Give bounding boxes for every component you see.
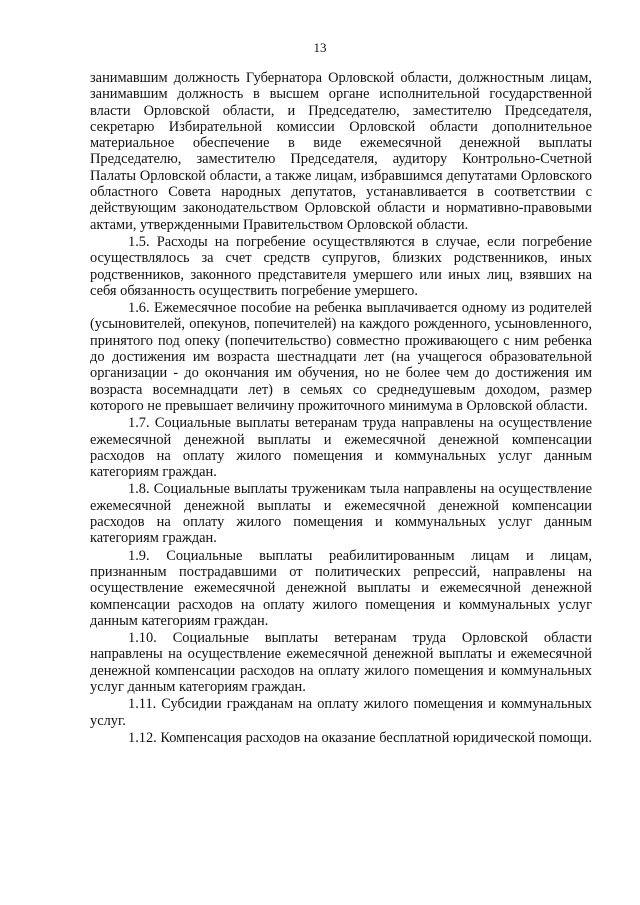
paragraph-1-9: 1.9. Социальные выплаты реабилитированным лицам и лицам, признанным пострадавшими от политических репрессий, направлены на осуществление ежемесячной денежной выплаты и ежемесячной денежной компенсации расходов на оплату жилого помещения и коммунальных услуг данным категориям граждан. xyxy=(90,547,592,629)
paragraph-1-12: 1.12. Компенсация расходов на оказание бесплатной юридической помощи. xyxy=(128,729,593,746)
paragraph-1-6: 1.6. Ежемесячное пособие на ребенка выплачивается одному из родителей (усыновителей, опекунов, попечителей) на каждого рожденного, усыновленного, принятого под опеку (попечительство) совместно проживающего с ним ребенка до достижения им возраста шестнадцати лет (на учащегося образовательной организации - до окончания им обучения, но не более чем до достижения им возраста восемнадцати лет) в семьях со среднедушевым доходом, размер которого не превышает величину прожиточного минимума в Орловской области. xyxy=(90,300,592,414)
paragraph-1-8: 1.8. Социальные выплаты труженикам тыла направлены на осуществление ежемесячной денежной выплаты и ежемесячной денежной компенсации расходов на оплату жилого помещения и коммунальных услуг данным категориям граждан. xyxy=(90,481,592,547)
paragraph-1-5: 1.5. Расходы на погребение осуществляются в случае, если погребение осуществлялось за счет средств супругов, близких родственников, иных родственников, законного представителя умершего или иных лиц, взявших на себя обязанность осуществить погребение умершего. xyxy=(90,233,592,299)
page-number: 13 xyxy=(313,40,327,55)
paragraph-continuation: занимавшим должность Губернатора Орловской области, должностным лицам, занимавшим должность в высшем органе исполнительной государственной власти Орловской области, и Председателю, заместителю Председателя, секретарю Избирательной комиссии Орловской области дополнительное материальное обеспечение в виде ежемесячной денежной выплаты Председателю, заместителю Председателя, аудитору Контрольно-Счетной Палаты Орловской области, а также лицам, избравшимся депутатами Орловского областного Совета народных депутатов, устанавливается в соответствии с действующим законодательством Орловской области и нормативно-правовыми актами, утвержденными Правительством Орловской области. xyxy=(90,70,592,233)
paragraph-1-7: 1.7. Социальные выплаты ветеранам труда направлены на осуществление ежемесячной денежной выплаты и ежемесячной денежной компенсации расходов на оплату жилого помещения и коммунальных услуг данным категориям граждан. xyxy=(90,415,592,481)
document-body xyxy=(90,70,592,747)
paragraph-1-11: 1.11. Субсидии гражданам на оплату жилого помещения и коммунальных услуг. xyxy=(90,696,592,729)
paragraph-1-10: 1.10. Социальные выплаты ветеранам труда Орловской области направлены на осуществление ежемесячной денежной выплаты и ежемесячной денежной компенсации расходов на оплату жилого помещения и коммунальных услуг данным категориям граждан. xyxy=(90,630,592,695)
